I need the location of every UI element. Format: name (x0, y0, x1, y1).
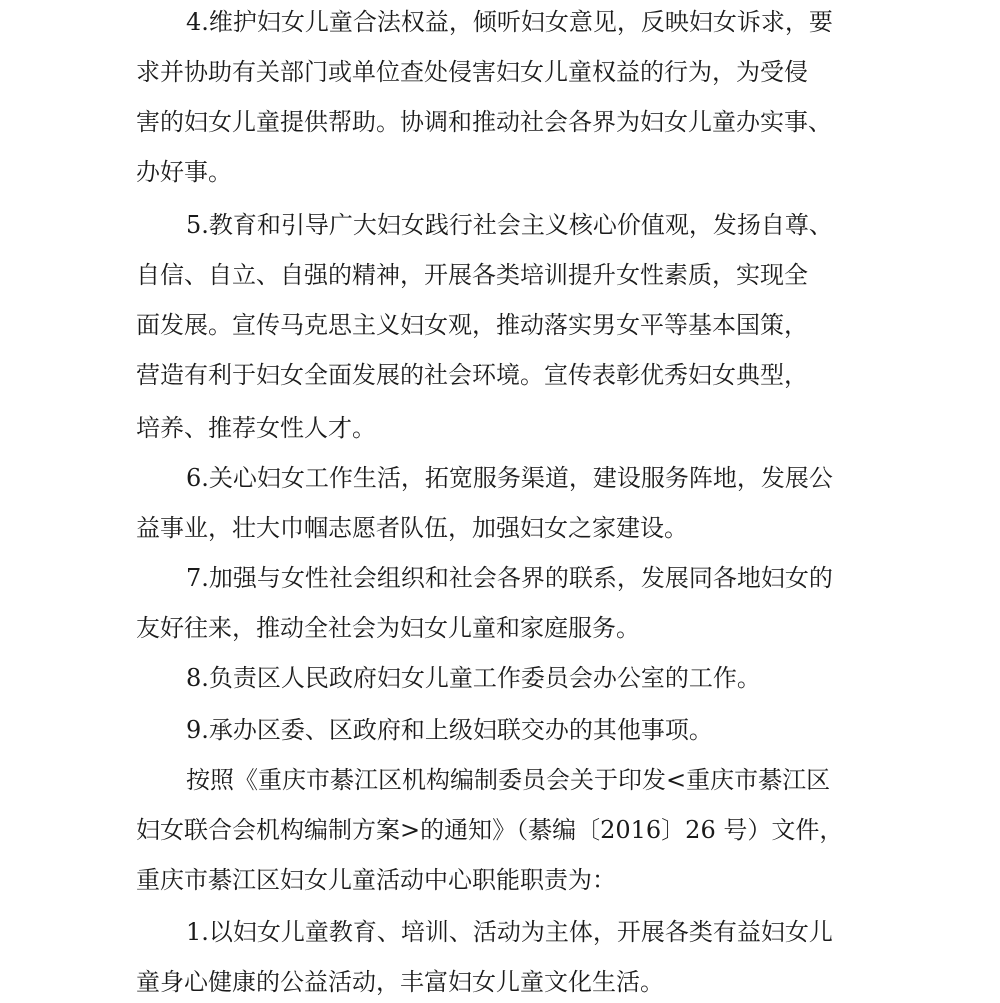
text-line: 培养、推荐女性人才。 (136, 414, 376, 442)
text-line: 求并协助有关部门或单位查处侵害妇女儿童权益的行为，为受侵 (136, 58, 808, 86)
text-line: 6.关心妇女工作生活，拓宽服务渠道，建设服务阵地，发展公 (186, 464, 833, 492)
text-line: 面发展。宣传马克思主义妇女观，推动落实男女平等基本国策， (136, 311, 808, 339)
text-line: 友好往来，推动全社会为妇女儿童和家庭服务。 (136, 614, 640, 642)
text-line: 重庆市綦江区妇女儿童活动中心职能职责为： (136, 866, 616, 894)
text-line: 9.承办区委、区政府和上级妇联交办的其他事项。 (186, 716, 713, 744)
text-line: 害的妇女儿童提供帮助。协调和推动社会各界为妇女儿童办实事、 (136, 108, 832, 136)
text-line: 益事业，壮大巾帼志愿者队伍，加强妇女之家建设。 (136, 514, 688, 542)
text-line: 1.以妇女儿童教育、培训、活动为主体，开展各类有益妇女儿 (186, 918, 833, 946)
text-line: 5.教育和引导广大妇女践行社会主义核心价值观，发扬自尊、 (186, 211, 833, 239)
text-line: 7.加强与女性社会组织和社会各界的联系，发展同各地妇女的 (186, 564, 833, 592)
text-line: 妇女联合会机构编制方案>的通知》（綦编〔2016〕26 号）文件， (136, 816, 844, 844)
text-line: 4.维护妇女儿童合法权益，倾听妇女意见，反映妇女诉求，要 (186, 8, 833, 36)
text-line: 8.负责区人民政府妇女儿童工作委员会办公室的工作。 (186, 664, 761, 692)
text-line: 童身心健康的公益活动，丰富妇女儿童文化生活。 (136, 968, 664, 996)
text-line: 自信、自立、自强的精神，开展各类培训提升女性素质，实现全 (136, 261, 808, 289)
text-line: 营造有利于妇女全面发展的社会环境。宣传表彰优秀妇女典型， (136, 361, 808, 389)
text-line: 按照《重庆市綦江区机构编制委员会关于印发<重庆市綦江区 (186, 766, 831, 794)
text-line: 办好事。 (136, 158, 232, 186)
